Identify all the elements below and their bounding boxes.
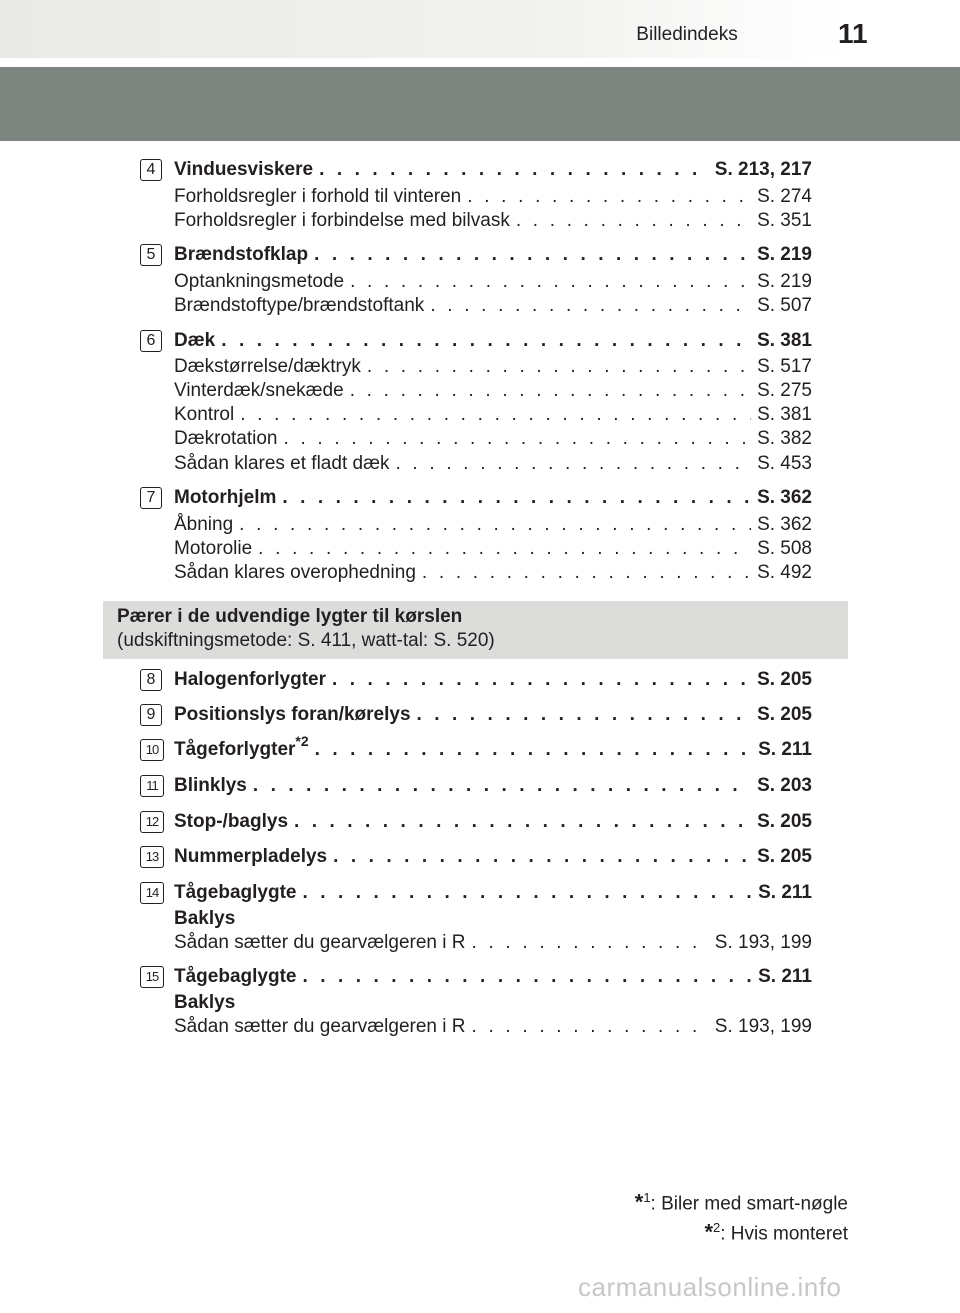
entry-label: Forholdsregler i forbindelse med bilvask <box>174 210 510 231</box>
entry-label: Baklys <box>174 992 236 1013</box>
entry-label: Tågeforlygter$^{*2}$ <box>174 732 309 760</box>
entry-label: Motorhjelm <box>174 487 277 508</box>
page-reference: S. 193, 199 <box>714 1016 812 1037</box>
lamp-section-box <box>103 601 848 659</box>
dot-leader <box>516 210 751 232</box>
entry-label: Tågebaglygte <box>174 966 297 987</box>
callout-number-badge: 4 <box>140 159 162 181</box>
lamp-section-subtitle: (udskiftningsmetode: S. 411, watt-tal: S. 520) <box>117 630 495 651</box>
callout-number-badge: 14 <box>140 882 164 904</box>
entry-label: Sådan klares et fladt dæk <box>174 453 390 474</box>
entry-heading-row <box>174 244 812 268</box>
entry-heading-row <box>174 775 812 799</box>
dot-leader <box>315 739 752 761</box>
dot-leader <box>350 271 751 293</box>
watermark: carmanualsonline.info <box>578 1272 842 1302</box>
page-reference: S. 211 <box>758 739 812 760</box>
page-reference: S. 203 <box>757 775 812 796</box>
dot-leader <box>314 244 751 266</box>
dot-leader <box>333 846 751 868</box>
entry-subitem-row <box>174 514 812 538</box>
entry-label: Baklys <box>174 908 236 929</box>
page-reference: S. 507 <box>757 295 812 316</box>
entry-subitem-row <box>174 186 812 210</box>
page-reference: S. 219 <box>757 244 812 265</box>
page-reference: S. 205 <box>757 811 812 832</box>
page-number: 11 <box>838 18 868 49</box>
dot-leader <box>395 453 751 475</box>
entry-heading-row <box>174 908 812 932</box>
entry-heading-row <box>174 846 812 870</box>
page-reference: S. 508 <box>757 538 812 559</box>
entry-label: Stop-/baglys <box>174 811 289 832</box>
dot-leader <box>302 882 752 904</box>
entry-label: Brændstofklap <box>174 244 309 265</box>
page-header-strip <box>0 0 960 58</box>
entry-heading-row <box>174 966 812 990</box>
page-reference: S. 213, 217 <box>714 159 812 180</box>
entry-heading-row <box>174 159 812 183</box>
entry-subitem-row <box>174 453 812 477</box>
entry-heading-row <box>174 992 812 1016</box>
page-reference: S. 381 <box>757 330 812 351</box>
entry-label: Vinterdæk/snekæde <box>174 380 344 401</box>
entry-subitem-row <box>174 210 812 234</box>
dot-leader <box>467 186 751 208</box>
entry-heading-row <box>174 704 812 728</box>
entry-label: Blinklys <box>174 775 247 796</box>
entry-label: Tågebaglygte <box>174 882 297 903</box>
entry-heading-row <box>174 811 812 835</box>
footnotes <box>635 1186 848 1247</box>
dot-leader <box>422 562 751 584</box>
entry-subitem-row <box>174 538 812 562</box>
entry-subitem-row <box>174 404 812 428</box>
page-reference: S. 517 <box>757 356 812 377</box>
entry-label: Halogenforlygter <box>174 669 327 690</box>
entry-label: Kontrol <box>174 404 235 425</box>
entry-label: Dækstørrelse/dæktryk <box>174 356 361 377</box>
dot-leader <box>302 966 752 988</box>
dot-leader <box>367 356 751 378</box>
callout-number-badge: 7 <box>140 487 162 509</box>
page-reference: S. 193, 199 <box>714 932 812 953</box>
section-title: Billedindeks <box>636 24 738 45</box>
entry-label: Dæk <box>174 330 216 351</box>
entry-label: Vinduesviskere <box>174 159 314 180</box>
dot-leader <box>332 669 751 691</box>
callout-number-badge: 9 <box>140 704 162 726</box>
page-reference: S. 211 <box>758 882 812 903</box>
entry-label: Motorolie <box>174 538 253 559</box>
entry-heading-row <box>174 330 812 354</box>
entry-subitem-row <box>174 295 812 319</box>
entry-subitem-row <box>174 562 812 586</box>
page-reference: S. 205 <box>757 846 812 867</box>
entry-label: Optankningsmetode <box>174 271 345 292</box>
page-reference: S. 351 <box>757 210 812 231</box>
page-reference: S. 362 <box>757 487 812 508</box>
dot-leader <box>253 775 751 797</box>
page-reference: S. 492 <box>757 562 812 583</box>
header-image-bar <box>0 67 960 141</box>
entry-label: Forholdsregler i forhold til vinteren <box>174 186 462 207</box>
dot-leader <box>319 159 709 181</box>
dot-leader <box>258 538 751 560</box>
entry-label: Positionslys foran/kørelys <box>174 704 411 725</box>
callout-number-badge: 5 <box>140 244 162 266</box>
dot-leader <box>221 330 751 352</box>
page-reference: S. 382 <box>757 428 812 449</box>
entry-heading-row <box>174 732 812 763</box>
entry-label: Sådan klares overophedning <box>174 562 416 583</box>
entry-subitem-row <box>174 356 812 380</box>
page-reference: S. 362 <box>757 514 812 535</box>
footnote-2: *$^2$: Hvis monteret <box>704 1219 848 1245</box>
dot-leader <box>282 487 751 509</box>
entry-subitem-row <box>174 1016 812 1040</box>
dot-leader <box>239 514 751 536</box>
page-reference: S. 453 <box>757 453 812 474</box>
dot-leader <box>430 295 751 317</box>
footnote-1: *$^1$: Biler med smart-nøgle <box>634 1189 848 1215</box>
entry-subitem-row <box>174 932 812 956</box>
entry-heading-row <box>174 669 812 693</box>
dot-leader <box>472 932 709 954</box>
callout-number-badge: 8 <box>140 669 162 691</box>
entry-label: Sådan sætter du gearvælgeren i R <box>174 1016 466 1037</box>
page-reference: S. 381 <box>757 404 812 425</box>
entry-subitem-row <box>174 271 812 295</box>
callout-number-badge: 13 <box>140 846 164 868</box>
callout-number-badge: 15 <box>140 966 164 988</box>
lamp-section-title: Pærer i de udvendige lygter til kørslen <box>117 606 463 627</box>
entry-label: Sådan sætter du gearvælgeren i R <box>174 932 466 953</box>
callout-number-badge: 12 <box>140 811 164 833</box>
page-reference: S. 205 <box>757 669 812 690</box>
dot-leader <box>472 1016 709 1038</box>
dot-leader <box>294 811 751 833</box>
entry-label: Dækrotation <box>174 428 278 449</box>
page-reference: S. 205 <box>757 704 812 725</box>
entry-heading-row <box>174 882 812 906</box>
dot-leader <box>417 704 752 726</box>
dot-leader <box>284 428 752 450</box>
page-reference: S. 275 <box>757 380 812 401</box>
entry-label: Åbning <box>174 514 234 535</box>
footnote-marker: *2 <box>295 732 309 749</box>
entry-subitem-row <box>174 380 812 404</box>
entry-subitem-row <box>174 428 812 452</box>
page-reference: S. 211 <box>758 966 812 987</box>
callout-number-badge: 11 <box>140 775 164 797</box>
callout-number-badge: 6 <box>140 330 162 352</box>
dot-leader <box>350 380 751 402</box>
page-reference: S. 274 <box>757 186 812 207</box>
entry-label: Nummerpladelys <box>174 846 328 867</box>
entry-heading-row <box>174 487 812 511</box>
page-reference: S. 219 <box>757 271 812 292</box>
dot-leader <box>240 404 751 426</box>
entry-label: Brændstoftype/brændstoftank <box>174 295 425 316</box>
callout-number-badge: 10 <box>140 739 164 761</box>
